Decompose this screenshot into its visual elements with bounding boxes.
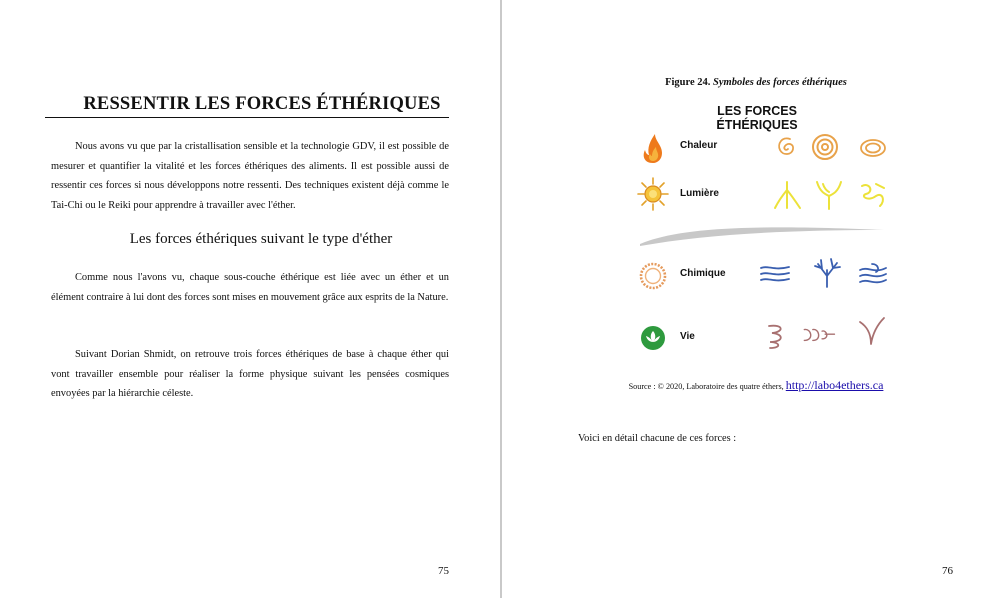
chemical-flow-icon (856, 258, 890, 292)
lotus-icon (636, 320, 670, 356)
figure-title: Symboles des forces éthériques (713, 77, 847, 88)
force-row-vie (622, 320, 902, 360)
section-title: Les forces éthériques suivant le type d'éther (129, 231, 393, 247)
light-wave-icon (856, 178, 890, 212)
force-label-lumiere: Lumière (680, 188, 719, 199)
source-link[interactable]: http://labo4ethers.ca (785, 378, 884, 392)
force-row-chimique (622, 258, 902, 298)
paragraph-subcouches: Comme nous l'avons vu, chaque sous-couche éthérique est liée avec un éther et un élément contraire à lui dont des forces sont mises en mouvement grâce aux esprits de la Nature. (51, 272, 449, 303)
figure-number: Figure 24. (665, 77, 711, 88)
force-row-chaleur (622, 130, 902, 170)
source-text: Source : © 2020, Laboratoire des quatre éthers, (628, 382, 784, 391)
force-label-chimique: Chimique (680, 268, 726, 279)
right-page (502, 0, 1000, 598)
page-number-right: 76 (942, 565, 953, 577)
light-rays-icon (770, 178, 804, 212)
etheric-forces-figure (622, 96, 902, 366)
sun-icon (636, 176, 670, 212)
figure-source (502, 378, 1000, 393)
warmth-spiral-oval-icon (856, 130, 890, 164)
chemical-branches-icon (810, 256, 844, 290)
life-curl-icon (802, 318, 836, 352)
figure-heading: LES FORCES ÉTHÉRIQUES (716, 104, 798, 132)
figure-caption (502, 77, 1000, 88)
paragraph-intro: Nous avons vu que par la cristallisation sensible et la technologie GDV, il est possible de mesurer et quantifier la vitalité et les forces éthériques des aliments. Il est possible aussi de ressentir ces forces si nous développons notre ressenti. Des techniques existent déjà comme le Tai-Chi ou le Reiki pour apprendre à travailler avec l'éther. (51, 141, 449, 211)
intro-line: Voici en détail chacune de ces forces : (578, 433, 737, 444)
force-label-chaleur: Chaleur (680, 140, 718, 151)
force-label-vie: Vie (680, 331, 695, 342)
warmth-spiral-small-icon (770, 130, 804, 164)
divider-swoosh (638, 222, 886, 248)
ring-icon (636, 258, 670, 294)
chapter-title: RESSENTIR LES FORCES ÉTHÉRIQUES (45, 94, 449, 118)
chemical-waves-icon (758, 258, 792, 292)
page-number-left: 75 (438, 565, 449, 577)
flame-icon (636, 130, 670, 166)
paragraph-shmidt: Suivant Dorian Shmidt, on retrouve trois forces éthériques de base à chaque éther qui vont travailler ensemble pour réaliser la forme physique suivant les pensées cosmiques envoyées par la hiérarchie céleste. (51, 349, 449, 399)
life-stem-icon (856, 314, 890, 348)
light-branch-icon (812, 178, 846, 212)
warmth-concentric-icon (808, 130, 842, 164)
life-coil-icon (760, 318, 794, 352)
force-row-lumiere (622, 176, 902, 216)
